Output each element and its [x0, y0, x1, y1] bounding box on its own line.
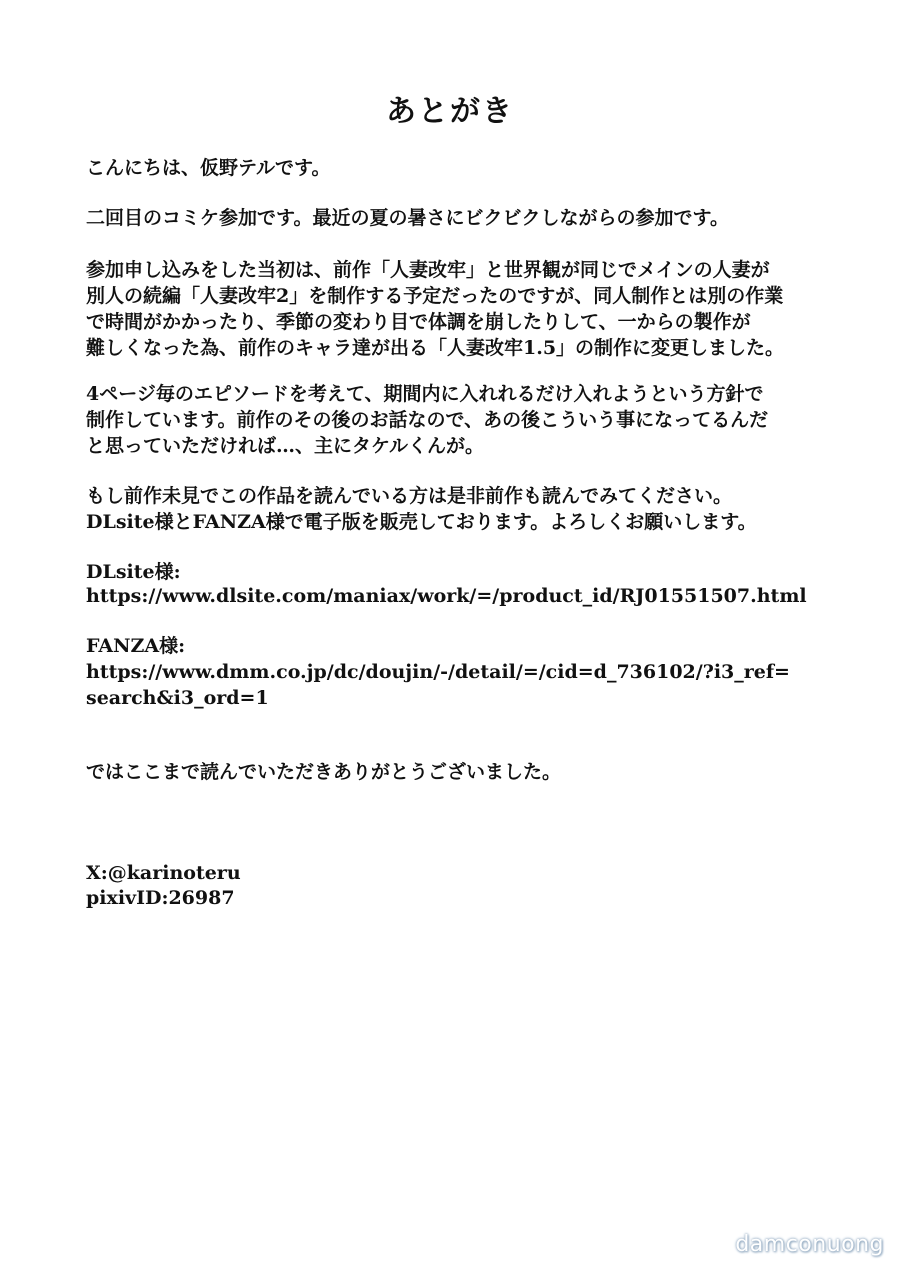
- pixiv-id: pixivID:26987: [86, 887, 235, 909]
- paragraph-2-line-1: 参加申し込みをした当初は、前作「人妻改牢」と世界観が同じでメインの人妻が: [86, 259, 770, 281]
- closing-text: ではここまで読んでいただきありがとうございました。: [86, 761, 562, 783]
- paragraph-4-line-2: DLsite様とFANZA様で電子版を販売しております。よろしくお願いします。: [86, 511, 757, 533]
- paragraph-2-line-4: 難しくなった為、前作のキャラ達が出る「人妻改牢1.5」の制作に変更しました。: [86, 337, 785, 359]
- dlsite-link[interactable]: https://www.dlsite.com/maniax/work/=/product_id/RJ01551507.html: [86, 585, 807, 607]
- fanza-label: FANZA様:: [86, 635, 186, 657]
- page-title: あとがき: [386, 94, 514, 129]
- paragraph-3-line-3: と思っていただければ…、主にタケルくんが。: [86, 435, 485, 457]
- fanza-link-line-1[interactable]: https://www.dmm.co.jp/dc/doujin/-/detail/=/cid=d_736102/?i3_ref=: [86, 661, 790, 683]
- paragraph-2-line-2: 別人の続編「人妻改牢2」を制作する予定だったのですが、同人制作とは別の作業: [86, 285, 784, 307]
- paragraph-1: 二回目のコミケ参加です。最近の夏の暑さにビクビクしながらの参加です。: [86, 207, 729, 229]
- x-handle: X:@karinoteru: [86, 862, 241, 884]
- paragraph-4-line-1: もし前作未見でこの作品を読んでいる方は是非前作も読んでみてください。: [86, 485, 733, 507]
- paragraph-2-line-3: で時間がかかったり、季節の変わり目で体調を崩したりして、一からの製作が: [86, 311, 751, 333]
- paragraph-3-line-2: 制作しています。前作のその後のお話なので、あの後こういう事になってるんだ: [86, 409, 769, 431]
- paragraph-3-line-1: 4ページ毎のエピソードを考えて、期間内に入れれるだけ入れようという方針で: [86, 383, 764, 405]
- dlsite-label: DLsite様:: [86, 561, 181, 583]
- fanza-link-line-2[interactable]: search&i3_ord=1: [86, 687, 269, 709]
- site-watermark: damconuong: [735, 1232, 884, 1257]
- greeting-text: こんにちは、仮野テルです。: [86, 157, 331, 179]
